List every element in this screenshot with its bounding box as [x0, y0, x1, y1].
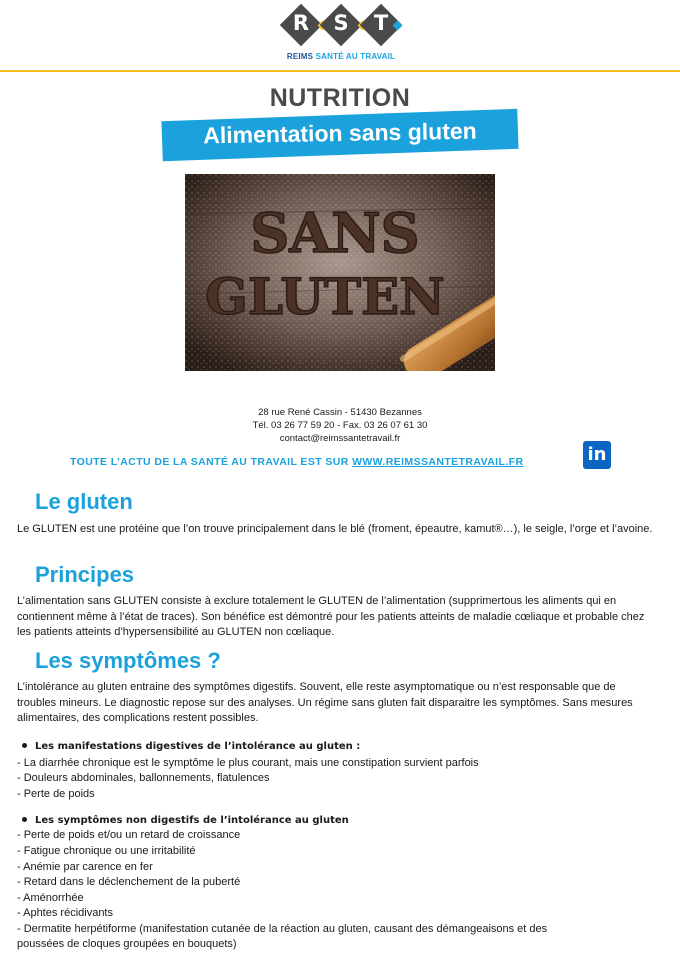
list-item: - Retard dans le déclenchement de la puberté	[17, 876, 241, 888]
logo-diamonds	[281, 6, 401, 50]
logo-caption-reims: REIMS	[286, 52, 314, 61]
list-item: - Perte de poids	[17, 788, 95, 800]
hero-word-sans: SANS	[250, 201, 420, 265]
bullet-heading-digestive	[22, 741, 360, 752]
heading-symptomes: Les symptômes ?	[35, 648, 221, 673]
paragraph-le-gluten: Le GLUTEN est une protéine que l’on trouve principalement dans le blé (froment, épeautre, kamut®…), le seigle, l’orge et l’avoine.	[17, 523, 653, 535]
bullet-dot	[22, 743, 27, 748]
paragraph-principes: L’alimentation sans GLUTEN consiste à exclure totalement le GLUTEN de l’alimentation (supprimertous les aliments qui en contiennent même à l’état de traces). Son bénéfice est démontré pour les patients atteints de maladie cœliaque et probable chez les patients atteints d’hypersensibilité au GLUTEN non cœliaque.	[17, 595, 645, 638]
actu-banner	[70, 456, 523, 468]
list-item: - Dermatite herpétiforme (manifestation cutanée de la réaction au gluten, causant des démangeaisons et des	[17, 923, 548, 935]
logo-letter-s: S	[333, 11, 349, 35]
heading-le-gluten: Le gluten	[35, 489, 133, 514]
header-divider	[0, 70, 680, 72]
logo-letter-t: T	[373, 11, 389, 35]
bullet-dot	[22, 817, 27, 822]
page-title: NUTRITION	[269, 84, 411, 112]
bullet-heading-nondigestive	[22, 815, 349, 826]
paragraph-symptomes: L’intolérance au gluten entraine des symptômes digestifs. Souvent, elle reste asymptomatique ou n’est responsable que de troubles mineurs. Le diagnostic repose sur des analyses. Un régime sans gluten fait disparaitre les symptômes. Sans mesures alimentaires, des complications restent possibles.	[17, 681, 633, 724]
contact-phone: Tél. 03 26 77 59 20 - Fax. 03 26 07 61 30	[252, 420, 428, 431]
list-item: - La diarrhée chronique est le symptôme le plus courant, mais une constipation survient parfois	[17, 757, 479, 769]
page-subtitle: Alimentation sans gluten	[203, 117, 477, 149]
digestive-heading-text: Les manifestations digestives de l’intolérance au gluten :	[35, 741, 361, 752]
list-item: poussées de cloques groupées en bouquets)	[17, 938, 237, 950]
list-item: - Aphtes récidivants	[17, 907, 113, 919]
list-item: - Perte de poids et/ou un retard de croissance	[17, 829, 241, 841]
list-item: - Douleurs abdominales, ballonnements, flatulences	[17, 772, 270, 784]
list-item: - Anémie par carence en fer	[17, 861, 153, 873]
hero-word-gluten: GLUTEN	[205, 267, 445, 326]
rst-logo	[281, 6, 401, 66]
logo-caption-sante: SANTÉ AU TRAVAIL	[315, 52, 396, 61]
list-item: - Aménorrhée	[17, 892, 84, 904]
contact-email[interactable]: contact@reimssantetravail.fr	[279, 433, 401, 444]
actu-text: TOUTE L’ACTU DE LA SANTÉ AU TRAVAIL EST SUR	[70, 456, 353, 468]
heading-principes: Principes	[35, 562, 135, 587]
logo-letter-r: R	[292, 11, 310, 35]
logo-caption	[279, 52, 403, 61]
contact-address: 28 rue René Cassin - 51430 Bezannes	[258, 407, 422, 418]
list-item: - Fatigue chronique ou une irritabilité	[17, 845, 196, 857]
hero-image-sans-gluten	[185, 174, 495, 371]
website-link[interactable]: WWW.REIMSSANTETRAVAIL.FR	[352, 456, 524, 468]
nondigestive-heading-text: Les symptômes non digestifs de l’intolérance au gluten	[35, 815, 349, 826]
linkedin-icon[interactable]: in	[583, 441, 611, 469]
page-header	[0, 0, 680, 72]
